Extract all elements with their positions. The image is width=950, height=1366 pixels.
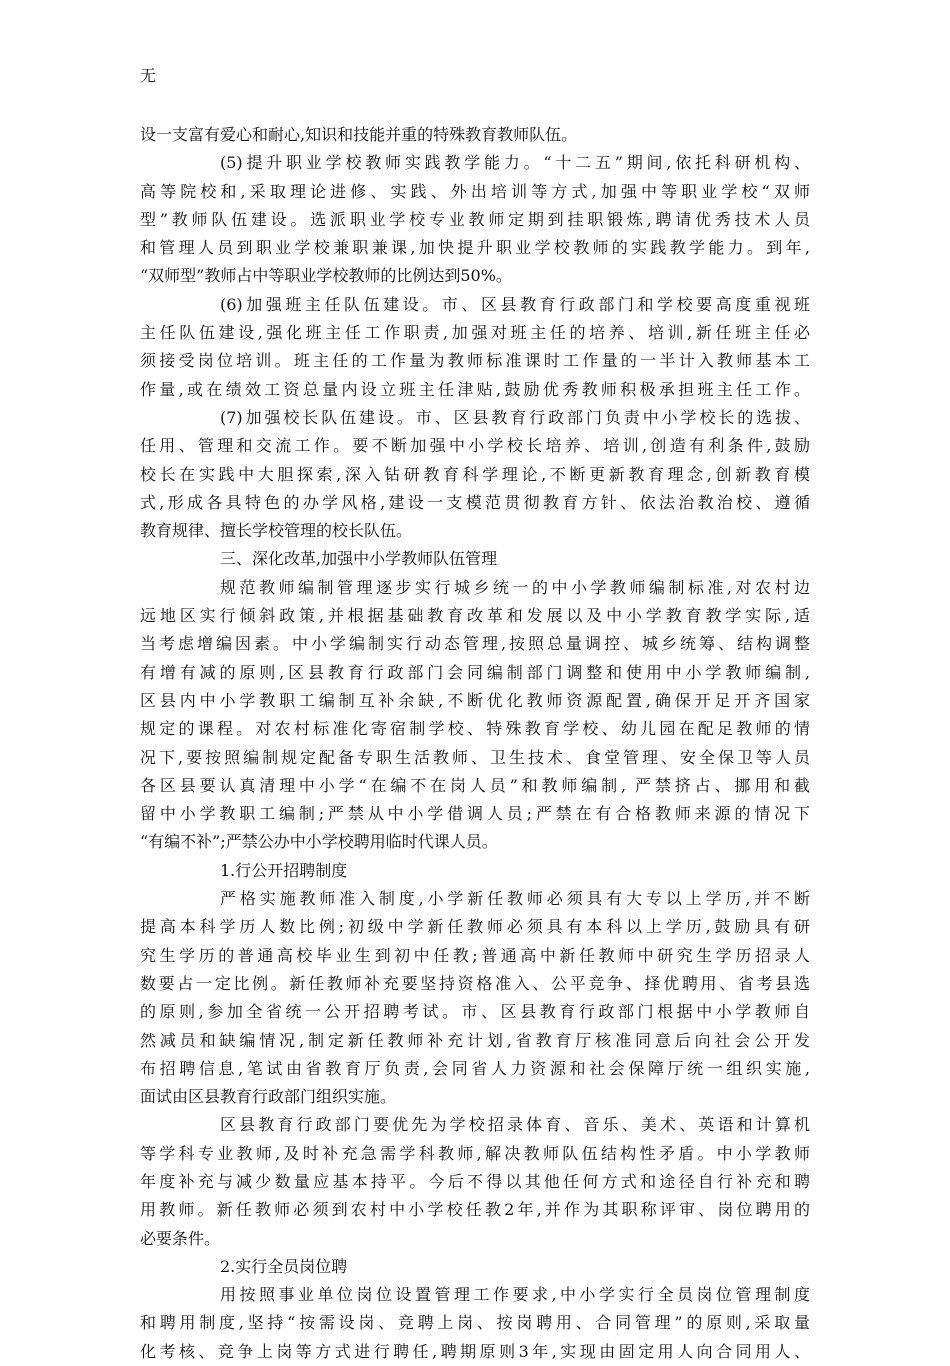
text-line bbox=[0, 857, 950, 885]
text-line-content: 当考虑增编因素。中小学编制实行动态管理,按照总量调控、城乡统筹、结构调整 bbox=[140, 634, 810, 654]
text-line bbox=[0, 545, 950, 573]
text-line-content: 设一支富有爱心和耐心,知识和技能并重的特殊教育教师队伍。 bbox=[140, 125, 578, 144]
text-line-content: 作量,或在绩效工资总量内设立班主任津贴,鼓励优秀教师积极承担班主任工作。 bbox=[140, 379, 810, 399]
text-line bbox=[0, 1196, 950, 1224]
text-line-content: “双师型”教师占中等职业学校教师的比例达到50%。 bbox=[140, 266, 512, 286]
text-line bbox=[0, 121, 950, 149]
text-line bbox=[0, 206, 950, 234]
text-line bbox=[0, 800, 950, 828]
text-line bbox=[0, 998, 950, 1026]
text-line-content: 化考核、竞争上岗等方式进行聘任,聘期原则3年,实现由固定用人向合同用人、 bbox=[140, 1341, 810, 1361]
text-line-content: (5)提升职业学校教师实践教学能力。“十二五”期间,依托科研机构、 bbox=[220, 153, 810, 173]
text-line bbox=[0, 602, 950, 630]
text-line-content: 有增有减的原则,区县教育行政部门会同编制部门调整和使用中小学教师编制, bbox=[140, 662, 810, 682]
text-line bbox=[0, 1253, 950, 1281]
text-line bbox=[0, 942, 950, 970]
text-line bbox=[0, 687, 950, 715]
text-line-content: 数要占一定比例。新任教师补充要坚持资格准入、公平竞争、择优聘用、省考县选 bbox=[140, 973, 810, 993]
text-line bbox=[0, 376, 950, 404]
text-line-content: 规定的课程。对农村标准化寄宿制学校、特殊教育学校、幼儿园在配足教师的情 bbox=[140, 719, 810, 739]
text-line bbox=[0, 970, 950, 998]
text-line-content: 留中小学教职工编制;严禁从中小学借调人员;严禁在有合格教师来源的情况下 bbox=[140, 804, 810, 824]
text-line-content: 1.行公开招聘制度 bbox=[220, 860, 348, 880]
text-line bbox=[0, 630, 950, 658]
text-line bbox=[0, 1140, 950, 1168]
text-line bbox=[0, 885, 950, 913]
text-line-content: 型”教师队伍建设。选派职业学校专业教师定期到挂职锻炼,聘请优秀技术人员 bbox=[140, 209, 810, 229]
text-line-content: (7)加强校长队伍建设。市、区县教育行政部门负责中小学校长的选拔、 bbox=[220, 407, 810, 427]
text-line-content: 教育规律、擅长学校管理的校长队伍。 bbox=[140, 521, 413, 541]
text-line bbox=[0, 1168, 950, 1196]
text-line-content: 各区县要认真清理中小学“在编不在岗人员”和教师编制, 严禁挤占、挪用和截 bbox=[140, 775, 810, 795]
text-line bbox=[0, 432, 950, 460]
text-line-content: 然减员和缺编情况,制定新任教师补充计划,省教育厅核准同意后向社会公开发 bbox=[140, 1030, 810, 1050]
text-line-content: 况下,要按照编制规定配备专职生活教师、卫生技术、食堂管理、安全保卫等人员 bbox=[140, 747, 810, 767]
text-line bbox=[0, 1111, 950, 1139]
text-line bbox=[0, 1027, 950, 1055]
text-line bbox=[0, 404, 950, 432]
text-line bbox=[0, 715, 950, 743]
text-line-content: 主任队伍建设,强化班主任工作职责,加强对班主任的培养、培训,新任班主任必 bbox=[140, 323, 810, 343]
text-line-content: 等学科专业教师,及时补充急需学科教师,解决教师队伍结构性矛盾。中小学教师 bbox=[140, 1143, 810, 1163]
text-line-content: 提高本科学历人数比例;初级中学新任教师必须具有本科以上学历,鼓励具有研 bbox=[140, 917, 810, 937]
text-line-content: 和管理人员到职业学校兼职兼课,加快提升职业学校教师的实践教学能力。到年, bbox=[140, 238, 810, 258]
text-line bbox=[0, 1281, 950, 1309]
text-line-content: 必要条件。 bbox=[140, 1228, 221, 1248]
text-line bbox=[0, 1225, 950, 1253]
text-line bbox=[0, 489, 950, 517]
text-line bbox=[0, 319, 950, 347]
text-line bbox=[0, 178, 950, 206]
header-mark: 无 bbox=[140, 66, 157, 85]
text-line bbox=[0, 461, 950, 489]
text-line-content: 远地区实行倾斜政策,并根据基础教育改革和发展以及中小学教育教学实际,适 bbox=[140, 606, 810, 626]
text-line-content: 校长在实践中大胆探索,深入钻研教育科学理论,不断更新教育理念,创新教育模 bbox=[140, 464, 810, 484]
text-line bbox=[0, 913, 950, 941]
text-line-content: 和聘用制度,坚持“按需设岗、竞聘上岗、按岗聘用、合同管理”的原则,采取量 bbox=[140, 1313, 810, 1333]
text-line bbox=[0, 347, 950, 375]
text-line-content: 须接受岗位培训。班主任的工作量为教师标准课时工作量的一半计入教师基本工 bbox=[140, 351, 810, 371]
text-line-content: 区县内中小学教职工编制互补余缺,不断优化教师资源配置,确保开足开齐国家 bbox=[140, 690, 810, 710]
text-line bbox=[0, 1055, 950, 1083]
text-line-content: 究生学历的普通高校毕业生到初中任教;普通高中新任教师中研究生学历招录人 bbox=[140, 945, 810, 965]
text-line bbox=[0, 517, 950, 545]
text-line-content: 任用、管理和交流工作。要不断加强中小学校长培养、培训,创造有利条件,鼓励 bbox=[140, 436, 810, 456]
text-line bbox=[0, 262, 950, 290]
text-line bbox=[0, 291, 950, 319]
text-line-content: 区县教育行政部门要优先为学校招录体育、音乐、美术、英语和计算机 bbox=[220, 1115, 810, 1135]
text-line bbox=[0, 574, 950, 602]
text-line-content: 高等院校和,采取理论进修、实践、外出培训等方式,加强中等职业学校“双师 bbox=[140, 181, 810, 201]
text-line-content: 的原则,参加全省统一公开招聘考试。市、区县教育行政部门根据中小学教师自 bbox=[140, 1002, 810, 1022]
text-line bbox=[0, 1338, 950, 1366]
text-line-content: 规范教师编制管理逐步实行城乡统一的中小学教师编制标准,对农村边 bbox=[220, 577, 810, 597]
text-line-content: 布招聘信息,笔试由省教育厅负责,会同省人力资源和社会保障厅统一组织实施, bbox=[140, 1058, 810, 1078]
text-line-content: 面试由区县教育行政部门组织实施。 bbox=[140, 1087, 397, 1107]
text-line-content: 严格实施教师准入制度,小学新任教师必须具有大专以上学历,并不断 bbox=[220, 889, 810, 909]
text-line bbox=[0, 659, 950, 687]
text-line bbox=[0, 772, 950, 800]
text-line bbox=[0, 744, 950, 772]
text-line bbox=[0, 1309, 950, 1337]
text-line-content: 用按照事业单位岗位设置管理工作要求,中小学实行全员岗位管理制度 bbox=[220, 1285, 810, 1305]
text-line-content: 年度补充与减少数量应基本持平。今后不得以其他任何方式和途径自行补充和聘 bbox=[140, 1171, 810, 1191]
text-line bbox=[0, 149, 950, 177]
text-line-content: (6)加强班主任队伍建设。市、区县教育行政部门和学校要高度重视班 bbox=[220, 294, 810, 314]
text-line bbox=[0, 234, 950, 262]
document-body bbox=[0, 121, 950, 1366]
text-line bbox=[0, 1083, 950, 1111]
text-line-content: 2.实行全员岗位聘 bbox=[220, 1256, 348, 1276]
text-line bbox=[0, 828, 950, 856]
text-line-content: “有编不补”;严禁公办中小学校聘用临时代课人员。 bbox=[140, 832, 498, 852]
text-line-content: 式,形成各具特色的办学风格,建设一支模范贯彻教育方针、依法治教治校、遵循 bbox=[140, 492, 810, 512]
text-line-content: 三、深化改革,加强中小学教师队伍管理 bbox=[220, 549, 498, 569]
text-line-content: 用教师。新任教师必须到农村中小学校任教2年,并作为其职称评审、岗位聘用的 bbox=[140, 1200, 810, 1220]
